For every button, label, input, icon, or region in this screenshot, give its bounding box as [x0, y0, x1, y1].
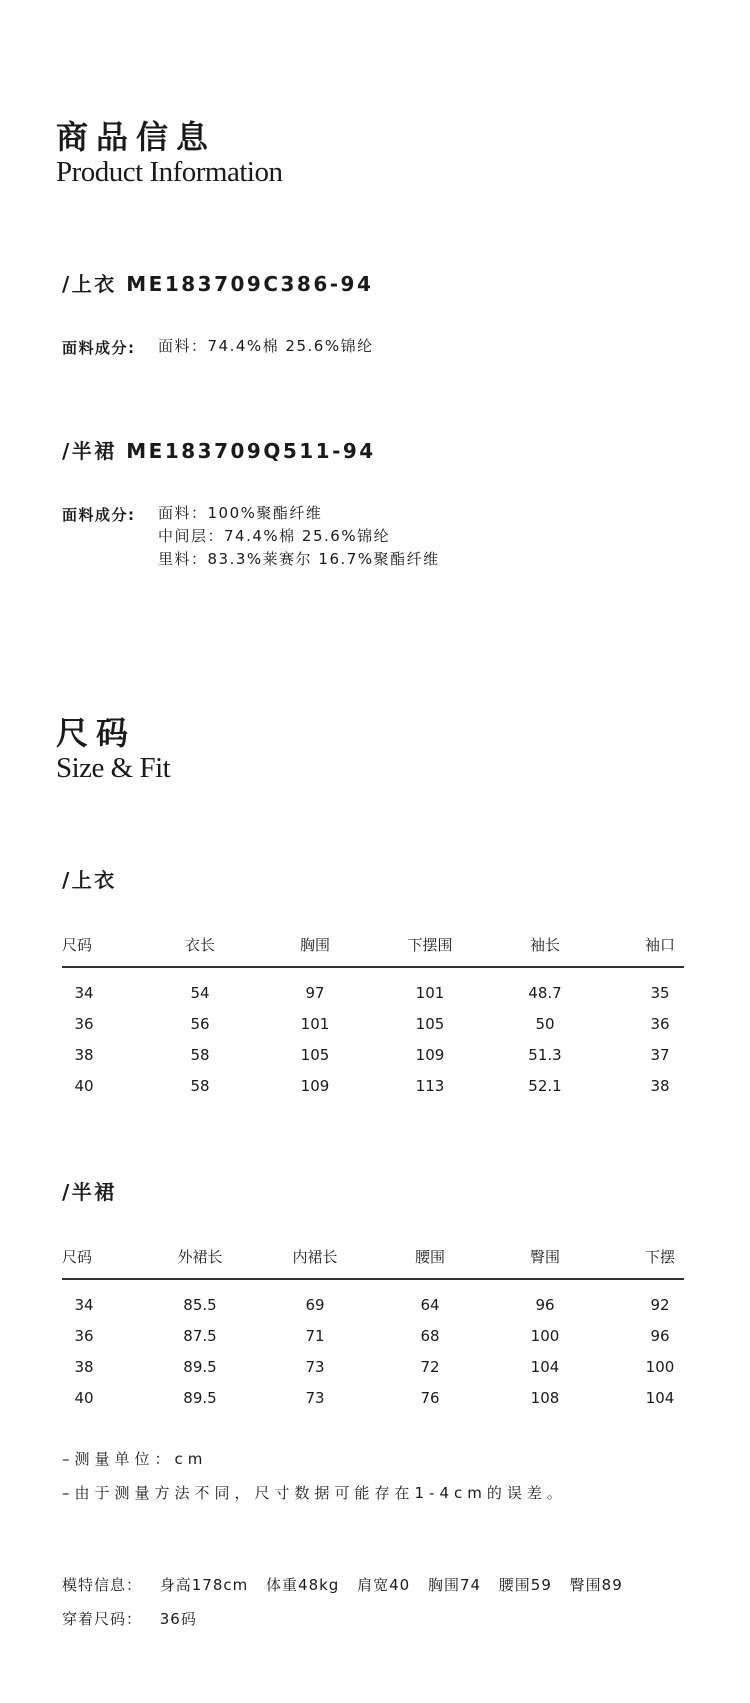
measurement-note: –由于测量方法不同，尺寸数据可能存在1-4cm的误差。: [62, 1484, 567, 1502]
table-cell: 73: [305, 1388, 325, 1407]
table-cell: 68: [420, 1326, 440, 1345]
table-cell: 36: [74, 1326, 94, 1345]
wearing-size: 穿着尺码： 36码: [62, 1610, 197, 1628]
table-row: [62, 1358, 684, 1389]
column-header: 内裙长: [292, 1248, 338, 1266]
table-cell: 34: [74, 1295, 94, 1314]
top-size-table: [62, 934, 684, 1108]
table-cell: 52.1: [528, 1076, 562, 1095]
table-cell: 48.7: [528, 983, 562, 1002]
table-row: [62, 1389, 684, 1420]
table-cell: 76: [420, 1388, 440, 1407]
table-cell: 71: [305, 1326, 325, 1345]
column-header: 外裙长: [177, 1248, 223, 1266]
column-header: 尺码: [62, 936, 93, 954]
table-cell: 92: [650, 1295, 670, 1314]
table-cell: 89.5: [183, 1357, 217, 1376]
table-cell: 54: [190, 983, 210, 1002]
table-header-row: [62, 1246, 684, 1276]
column-header: 尺码: [62, 1248, 93, 1266]
table-cell: 72: [420, 1357, 440, 1376]
product-info-title: 商品信息: [56, 118, 217, 156]
size-fit-title: 尺码: [56, 714, 137, 752]
table-cell: 40: [74, 1076, 94, 1095]
table-cell: 104: [530, 1357, 560, 1376]
table-cell: 108: [530, 1388, 560, 1407]
top-product-heading: /上衣 ME183709C386-94: [62, 272, 374, 296]
fabric-line: 里料：83.3%莱赛尔 16.7%聚酯纤维: [158, 550, 440, 568]
table-cell: 104: [645, 1388, 675, 1407]
table-cell: 56: [190, 1014, 210, 1033]
column-header: 胸围: [299, 936, 330, 954]
fabric-line: 面料：74.4%棉 25.6%锦纶: [158, 337, 374, 355]
table-cell: 105: [415, 1014, 445, 1033]
unit-note: –测量单位：cm: [62, 1450, 208, 1468]
table-row: [62, 1296, 684, 1327]
table-cell: 85.5: [183, 1295, 217, 1314]
table-cell: 113: [415, 1076, 445, 1095]
table-cell: 34: [74, 983, 94, 1002]
table-cell: 36: [74, 1014, 94, 1033]
table-cell: 105: [300, 1045, 330, 1064]
table-cell: 51.3: [528, 1045, 562, 1064]
table-cell: 73: [305, 1357, 325, 1376]
product-info-subtitle: Product Information: [56, 156, 283, 188]
table-cell: 100: [530, 1326, 560, 1345]
column-header: 下摆围: [407, 936, 453, 954]
table-cell: 37: [650, 1045, 670, 1064]
table-cell: 40: [74, 1388, 94, 1407]
table-cell: 58: [190, 1076, 210, 1095]
table-cell: 109: [415, 1045, 445, 1064]
fabric-line: 中间层：74.4%棉 25.6%锦纶: [158, 527, 391, 545]
skirt-fabric-label: 面料成分:: [62, 506, 136, 524]
table-cell: 96: [650, 1326, 670, 1345]
table-cell: 36: [650, 1014, 670, 1033]
column-header: 袖口: [644, 936, 675, 954]
table-cell: 38: [74, 1045, 94, 1064]
table-row: [62, 1046, 684, 1077]
table-cell: 35: [650, 983, 670, 1002]
column-header: 袖长: [529, 936, 560, 954]
column-header: 衣长: [184, 936, 215, 954]
top-fabric-label: 面料成分:: [62, 339, 136, 357]
table-cell: 97: [305, 983, 325, 1002]
table-cell: 89.5: [183, 1388, 217, 1407]
table-cell: 50: [535, 1014, 555, 1033]
table-row: [62, 1015, 684, 1046]
table-cell: 109: [300, 1076, 330, 1095]
table-cell: 101: [300, 1014, 330, 1033]
table-cell: 38: [74, 1357, 94, 1376]
column-header: 下摆: [644, 1248, 675, 1266]
table-cell: 64: [420, 1295, 440, 1314]
table-row: [62, 984, 684, 1015]
top-fabric-value: [158, 335, 374, 358]
top-table-heading: /上衣: [62, 868, 117, 892]
table-cell: 58: [190, 1045, 210, 1064]
table-cell: 96: [535, 1295, 555, 1314]
table-cell: 38: [650, 1076, 670, 1095]
header-divider: [62, 966, 684, 968]
table-row: [62, 1327, 684, 1358]
table-cell: 101: [415, 983, 445, 1002]
model-info: 模特信息： 身高178cm 体重48kg 肩宽40 胸围74 腰围59 臀围89: [62, 1576, 623, 1594]
skirt-fabric-value: [158, 502, 440, 571]
table-cell: 100: [645, 1357, 675, 1376]
skirt-table-heading: /半裙: [62, 1180, 117, 1204]
column-header: 臀围: [529, 1248, 560, 1266]
header-divider: [62, 1278, 684, 1280]
skirt-product-heading: /半裙 ME183709Q511-94: [62, 439, 376, 463]
column-header: 腰围: [414, 1248, 445, 1266]
table-cell: 87.5: [183, 1326, 217, 1345]
size-fit-subtitle: Size & Fit: [56, 752, 171, 784]
fabric-line: 面料：100%聚酯纤维: [158, 504, 323, 522]
table-header-row: [62, 934, 684, 964]
table-cell: 69: [305, 1295, 325, 1314]
skirt-size-table: [62, 1246, 684, 1420]
table-row: [62, 1077, 684, 1108]
